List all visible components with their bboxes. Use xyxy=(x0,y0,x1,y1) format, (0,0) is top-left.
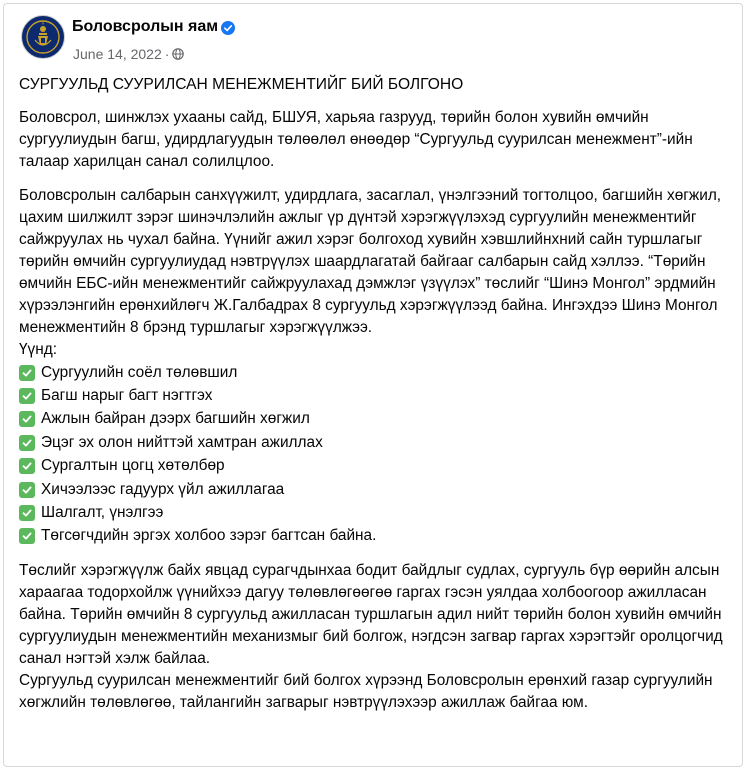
check-mark-button-icon xyxy=(19,411,35,427)
list-item xyxy=(19,361,734,384)
list-item-text: Сургуулийн соёл төлөвшил xyxy=(41,363,238,381)
ministry-emblem-icon xyxy=(22,16,64,58)
post-date[interactable]: June 14, 2022 xyxy=(73,46,162,62)
list-item-text: Багш нарыг багт нэгтгэх xyxy=(41,387,213,405)
meta-separator: · xyxy=(164,46,170,62)
globe-icon[interactable] xyxy=(172,48,184,60)
list-item-text: Төгсөгчдийн эргэх холбоо зэрэг багтсан байна. xyxy=(41,527,377,545)
list-item-text: Эцэг эх олон нийттэй хамтран ажиллах xyxy=(41,433,323,451)
check-mark-button-icon xyxy=(19,528,35,544)
check-mark-button-icon xyxy=(19,458,35,474)
list-item-text: Сургалтын цогц хөтөлбөр xyxy=(41,457,225,475)
list-item-text: Ажлын байран дээрх багшийн хөгжил xyxy=(41,410,310,428)
list-item xyxy=(19,431,734,454)
verified-badge-icon xyxy=(221,21,235,35)
bullet-list xyxy=(19,361,734,548)
post-meta xyxy=(73,46,184,62)
post-body xyxy=(19,74,734,714)
list-item xyxy=(19,455,734,478)
list-intro: Үүнд: xyxy=(19,341,58,358)
post-paragraph-1: Боловсрол, шинжлэх ухааны сайд, БШУЯ, харьяа газрууд, төрийн болон хувийн өмчийн сургуулиудын багш, удирдлагуудын төлөөлөл өнөөдөр “Сургуульд суурилсан менежмент”-ийн талаар харилцан санал солилцлоо. xyxy=(19,109,693,170)
list-item-text: Хичээлээс гадуурх үйл ажиллагаа xyxy=(41,480,285,498)
page-avatar[interactable] xyxy=(21,15,65,59)
check-mark-button-icon xyxy=(19,388,35,404)
post-card xyxy=(3,3,743,767)
list-item-text: Шалгалт, үнэлгээ xyxy=(41,504,164,522)
list-item xyxy=(19,408,734,431)
check-mark-button-icon xyxy=(19,435,35,451)
list-item xyxy=(19,478,734,501)
list-item xyxy=(19,525,734,548)
check-mark-button-icon xyxy=(19,482,35,498)
list-item xyxy=(19,384,734,407)
post-paragraph-2: Боловсролын салбарын санхүүжилт, удирдлага, засаглал, үнэлгээний тогтолцоо, багшийн хөгжил, цахим шилжилт зэрэг шинэчлэлийн ажлыг үр дүнтэй хэрэгжүүлэхэд сургуулийн менежментийг сайжруулах нь чухал байна. Үүнийг ажил хэрэг болгоход хувийн хэвшлийнхний сайн туршлагыг төрийн өмчийн сургуулиудад нэвтрүүлэх шаардлагатай байгааг салбарын сайд хэллээ. “Төрийн өмчийн ЕБС-ийн менежментийг сайжруулахад дэмжлэг үзүүлэх” төслийг “Шинэ Монгол” эрдмийн хүрээлэнгийн ерөнхийлөгч Ж.Галбадрах 8 сургуульд хэрэгжүүлээд байна. Ингэхдээ Шинэ Монгол менежментийн 8 брэнд туршлагыг хэрэгжүүлжээ. xyxy=(19,187,722,336)
check-mark-button-icon xyxy=(19,505,35,521)
post-title: СУРГУУЛЬД СУУРИЛСАН МЕНЕЖМЕНТИЙГ БИЙ БОЛГОНО xyxy=(19,76,464,93)
page-name[interactable]: Боловсролын яам xyxy=(72,18,219,35)
post-paragraph-4: Сургуульд суурилсан менежментийг бий болгох хүрээнд Боловсролын ерөнхий газар сургуулийн хөгжлийн төлөвлөгөө, тайлангийн загварыг нэвтрүүлэхээр ажиллаж байгаа юм. xyxy=(19,672,713,712)
check-mark-button-icon xyxy=(19,365,35,381)
list-item xyxy=(19,501,734,524)
post-paragraph-3: Төслийг хэрэгжүүлж байх явцад сурагчдынхаа бодит байдлыг судлах, сургууль бүр өөрийн алсын хараагаа тодорхойлж үүнийхээ дагуу төлөвлөгөөгөө гаргах гэсэн уялдаа холбоогоор ажилласан байна. Төрийн өмчийн 8 сургуульд ажилласан туршлагын адил нийт төрийн болон хувийн өмчийн сургуулиудын менежментийн механизмыг бий болгож, нэгдсэн загвар гаргах хэрэгтэйг оролцогчид санал нэгтэй хэлж байлаа. xyxy=(19,562,723,668)
